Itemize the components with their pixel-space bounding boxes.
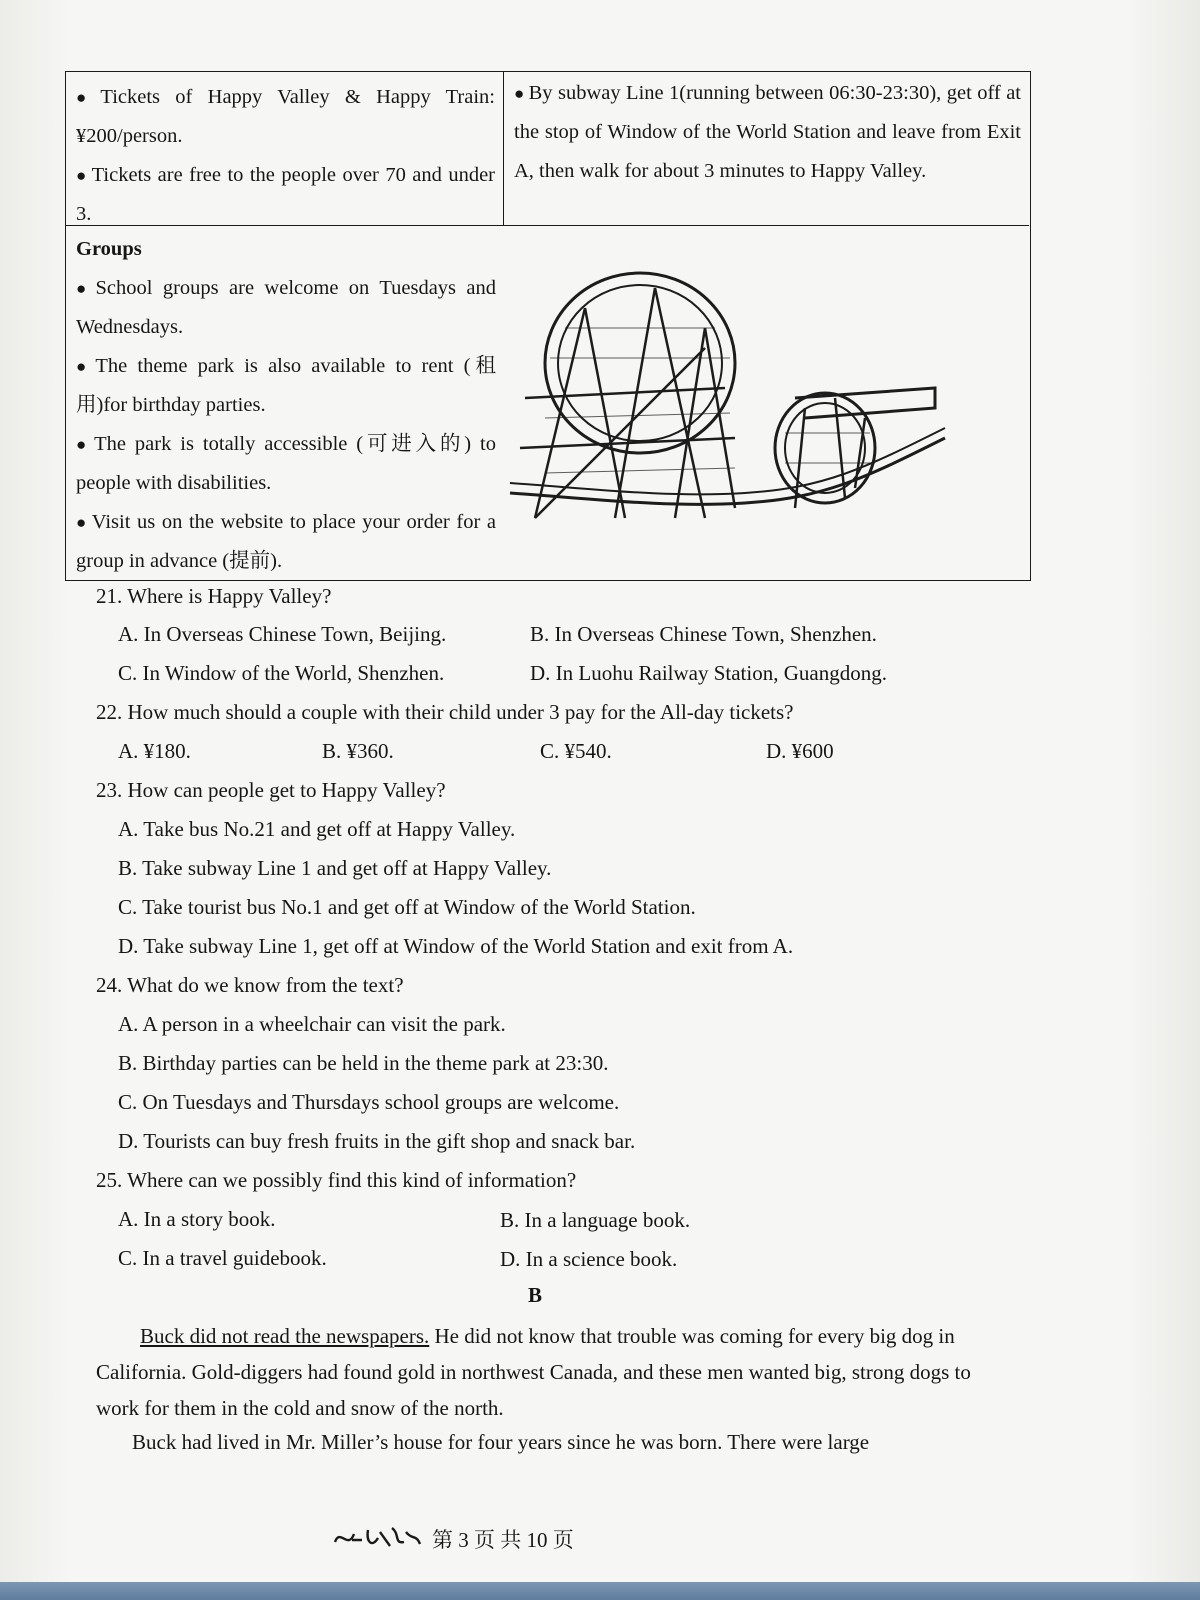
bullet-icon: ●	[76, 88, 97, 107]
roller-coaster-illustration	[505, 248, 955, 528]
handwritten-signature	[330, 1520, 425, 1554]
question-option: D. In a science book.	[500, 1247, 678, 1271]
question-option: C. In a travel guidebook.	[118, 1246, 327, 1270]
page-number: 第 3 页 共 10 页	[432, 1528, 574, 1552]
question-stem: 21. Where is Happy Valley?	[96, 584, 332, 608]
transport-text: ● By subway Line 1(running between 06:30-23:30), get off at the stop of Window of the World Station and leave from Exit A, then walk for about 3 minutes to Happy Valley.	[514, 82, 1021, 182]
scan-edge	[0, 1582, 1200, 1600]
question-option: A. In Overseas Chinese Town, Beijing.	[118, 622, 447, 646]
paragraph-text: He did not know that trouble was coming for every big dog in California. Gold-diggers had found gold in northwest Canada, and these men wanted big, strong dogs to work for them in the cold and snow of the north.	[96, 1324, 971, 1420]
question-option: C. In Window of the World, Shenzhen.	[118, 661, 445, 685]
bullet-icon: ●	[514, 84, 525, 103]
tickets-line-1: ● Tickets of Happy Valley & Happy Train: ¥200/person.	[76, 86, 495, 147]
question-option: B. Take subway Line 1 and get off at Happy Valley.	[118, 856, 552, 880]
question-stem: 25. Where can we possibly find this kind of information?	[96, 1168, 577, 1192]
passage-paragraph	[96, 1318, 996, 1426]
bullet-icon: ●	[76, 513, 88, 532]
question-option: C. ¥540.	[540, 739, 612, 763]
groups-text	[76, 230, 496, 581]
question-option: A. ¥180.	[118, 739, 191, 763]
question-option: A. In a story book.	[118, 1207, 276, 1231]
tickets-line-2: ● Tickets are free to the people over 70 and under 3.	[76, 164, 496, 225]
question-option: D. ¥600	[766, 739, 834, 763]
groups-item: ● The theme park is also available to rent (租用)for birthday parties.	[76, 355, 496, 416]
question-option: B. ¥360.	[322, 739, 394, 763]
section-letter: B	[528, 1283, 543, 1307]
question-option: C. On Tuesdays and Thursdays school groups are welcome.	[118, 1090, 620, 1114]
groups-item: ● Visit us on the website to place your order for a group in advance (提前).	[76, 511, 496, 572]
groups-item: ● The park is totally accessible (可进入的) to people with disabilities.	[76, 433, 496, 494]
groups-heading: Groups	[76, 238, 142, 260]
question-stem: 22. How much should a couple with their child under 3 pay for the All-day tickets?	[96, 700, 794, 724]
question-option: B. In Overseas Chinese Town, Shenzhen.	[530, 622, 877, 646]
passage-paragraph: Buck had lived in Mr. Miller’s house for four years since he was born. There were large	[132, 1430, 870, 1454]
question-option: D. Tourists can buy fresh fruits in the gift shop and snack bar.	[118, 1129, 636, 1153]
question-stem: 24. What do we know from the text?	[96, 973, 404, 997]
question-option: B. Birthday parties can be held in the theme park at 23:30.	[118, 1051, 609, 1075]
groups-item: ● School groups are welcome on Tuesdays and Wednesdays.	[76, 277, 496, 338]
question-option: B. In a language book.	[500, 1208, 691, 1232]
question-option: A. A person in a wheelchair can visit the park.	[118, 1012, 506, 1036]
question-option: D. Take subway Line 1, get off at Window of the World Station and exit from A.	[118, 934, 794, 958]
bullet-icon: ●	[76, 279, 92, 298]
question-option: A. Take bus No.21 and get off at Happy Valley.	[118, 817, 516, 841]
question-stem: 23. How can people get to Happy Valley?	[96, 778, 446, 802]
question-option: D. In Luohu Railway Station, Guangdong.	[530, 661, 887, 685]
bullet-icon: ●	[76, 166, 88, 185]
transport-cell	[504, 72, 1029, 226]
question-option: C. Take tourist bus No.1 and get off at Window of the World Station.	[118, 895, 696, 919]
underlined-sentence: Buck did not read the newspapers.	[140, 1324, 430, 1348]
tickets-cell	[66, 72, 504, 226]
bullet-icon: ●	[76, 435, 91, 454]
bullet-icon: ●	[76, 357, 92, 376]
